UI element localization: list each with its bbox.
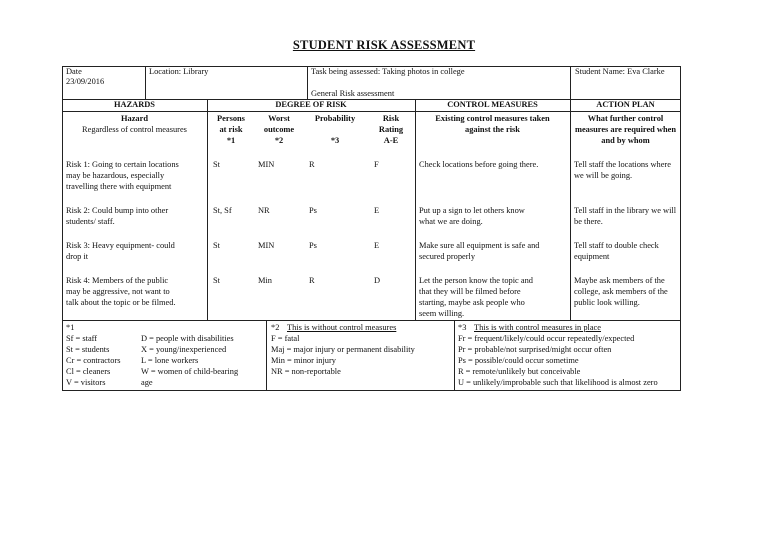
control-line: starting, maybe ask people who — [419, 298, 525, 307]
probability-cell: Ps — [309, 206, 317, 215]
grid-line — [62, 111, 681, 112]
grid-line — [454, 320, 455, 391]
rating-header-line: A-E — [383, 136, 399, 145]
hazard-line: Risk 2: Could bump into other — [66, 206, 169, 215]
control-line: Put up a sign to let others know — [419, 206, 525, 215]
persons-header-line: Persons — [217, 114, 245, 123]
legend-outcome-mark: *2 — [271, 323, 280, 332]
legend-line: St = students — [66, 345, 110, 354]
legend-line: Fr = frequent/likely/could occur repeatedly/expected — [458, 334, 635, 343]
worst-header-line: Worst — [268, 114, 290, 123]
rating-cell: E — [374, 241, 380, 250]
probability-header-line: Probability — [314, 114, 356, 123]
legend-probability-heading: This is with control measures in place — [474, 323, 601, 332]
hazard-column-title: Hazard — [121, 114, 148, 123]
legend-line: Min = minor injury — [271, 356, 336, 365]
worst-cell: Min — [258, 276, 272, 285]
worst-header-line: outcome — [263, 125, 295, 134]
action-line: we will be going. — [574, 171, 633, 180]
probability-cell: R — [309, 276, 315, 285]
hazard-line: travelling there with equipment — [66, 182, 172, 191]
legend-line: W = women of child-bearing — [141, 367, 239, 376]
hazard-line: Risk 3: Heavy equipment- could — [66, 241, 175, 250]
action-header-line: and by whom — [601, 136, 650, 145]
legend-line: R = remote/unlikely but conceivable — [458, 367, 581, 376]
legend-line: Cr = contractors — [66, 356, 121, 365]
persons-cell: St, Sf — [213, 206, 232, 215]
persons-cell: St — [213, 241, 220, 250]
legend-line: Maj = major injury or permanent disability — [271, 345, 415, 354]
legend-probability-mark: *3 — [458, 323, 467, 332]
hazard-line: Risk 4: Members of the public — [66, 276, 169, 285]
probability-cell: R — [309, 160, 315, 169]
action-line: Tell staff the locations where — [574, 160, 671, 169]
persons-header-line: *1 — [226, 136, 236, 145]
task-field: Task being assessed: Taking photos in college — [311, 67, 465, 76]
hazard-line: talk about the topic or be filmed. — [66, 298, 176, 307]
hazard-line: may be aggressive, not want to — [66, 287, 170, 296]
location-field: Location: Library — [149, 67, 209, 76]
persons-cell: St — [213, 160, 220, 169]
persons-cell: St — [213, 276, 220, 285]
degree-of-risk-header: DEGREE OF RISK — [275, 100, 347, 109]
control-header-line: against the risk — [465, 125, 520, 134]
worst-header-line: *2 — [274, 136, 284, 145]
legend-line: F = fatal — [271, 334, 300, 343]
general-assessment-label: General Risk assessment — [311, 89, 395, 98]
page-title: STUDENT RISK ASSESSMENT — [292, 38, 476, 52]
grid-line — [307, 66, 308, 99]
legend-persons-mark: *1 — [66, 323, 75, 332]
date-label: Date — [66, 67, 82, 76]
action-line: Tell staff to double check — [574, 241, 659, 250]
control-header-line: Existing control measures taken — [435, 114, 550, 123]
action-line: equipment — [574, 252, 610, 261]
rating-header-line: Rating — [378, 125, 404, 134]
action-header-line: measures are required when — [574, 125, 677, 134]
control-line: Make sure all equipment is safe and — [419, 241, 540, 250]
worst-cell: MIN — [258, 160, 275, 169]
legend-line: D = people with disabilities — [141, 334, 234, 343]
hazard-line: students/ staff. — [66, 217, 115, 226]
action-plan-header: ACTION PLAN — [596, 100, 655, 109]
action-header-line: What further control — [587, 114, 664, 123]
legend-line: Cl = cleaners — [66, 367, 111, 376]
legend-line: NR = non-reportable — [271, 367, 341, 376]
action-line: college, ask members of the — [574, 287, 668, 296]
hazard-line: Risk 1: Going to certain locations — [66, 160, 179, 169]
student-name-field: Student Name: Eva Clarke — [575, 67, 665, 76]
hazard-line: drop it — [66, 252, 89, 261]
worst-cell: MIN — [258, 241, 275, 250]
probability-cell: Ps — [309, 241, 317, 250]
legend-line: Pr = probable/not surprised/might occur often — [458, 345, 612, 354]
action-line: Maybe ask members of the — [574, 276, 665, 285]
rating-cell: D — [374, 276, 381, 285]
control-line: seem willing. — [419, 309, 465, 318]
legend-line: V = visitors — [66, 378, 106, 387]
control-line: Let the person know the topic and — [419, 276, 533, 285]
date-value: 23/09/2016 — [66, 77, 105, 86]
control-line: that they will be filmed before — [419, 287, 521, 296]
rating-cell: E — [374, 206, 380, 215]
legend-line: age — [141, 378, 153, 387]
hazard-column-subtitle: Regardless of control measures — [82, 125, 187, 134]
control-line: secured properly — [419, 252, 476, 261]
legend-line: Sf = staff — [66, 334, 98, 343]
grid-line — [145, 66, 146, 99]
legend-line: U = unlikely/improbable such that likelihood is almost zero — [458, 378, 658, 387]
action-line: Tell staff in the library we will — [574, 206, 677, 215]
grid-line — [62, 320, 681, 321]
control-line: what we are doing. — [419, 217, 483, 226]
legend-outcome-heading: This is without control measures — [287, 323, 397, 332]
worst-cell: NR — [258, 206, 270, 215]
persons-header-line: at risk — [219, 125, 243, 134]
probability-header-line: *3 — [330, 136, 340, 145]
hazards-header: HAZARDS — [114, 100, 155, 109]
rating-header-line: Risk — [382, 114, 400, 123]
control-measures-header: CONTROL MEASURES — [447, 100, 538, 109]
legend-line: X = young/inexperienced — [141, 345, 227, 354]
legend-line: L = lone workers — [141, 356, 199, 365]
rating-cell: F — [374, 160, 379, 169]
hazard-line: may be hazardous, especially — [66, 171, 165, 180]
legend-line: Ps = possible/could occur sometime — [458, 356, 579, 365]
action-line: be there. — [574, 217, 603, 226]
grid-line — [266, 320, 267, 391]
control-line: Check locations before going there. — [419, 160, 539, 169]
action-line: public look willing. — [574, 298, 640, 307]
